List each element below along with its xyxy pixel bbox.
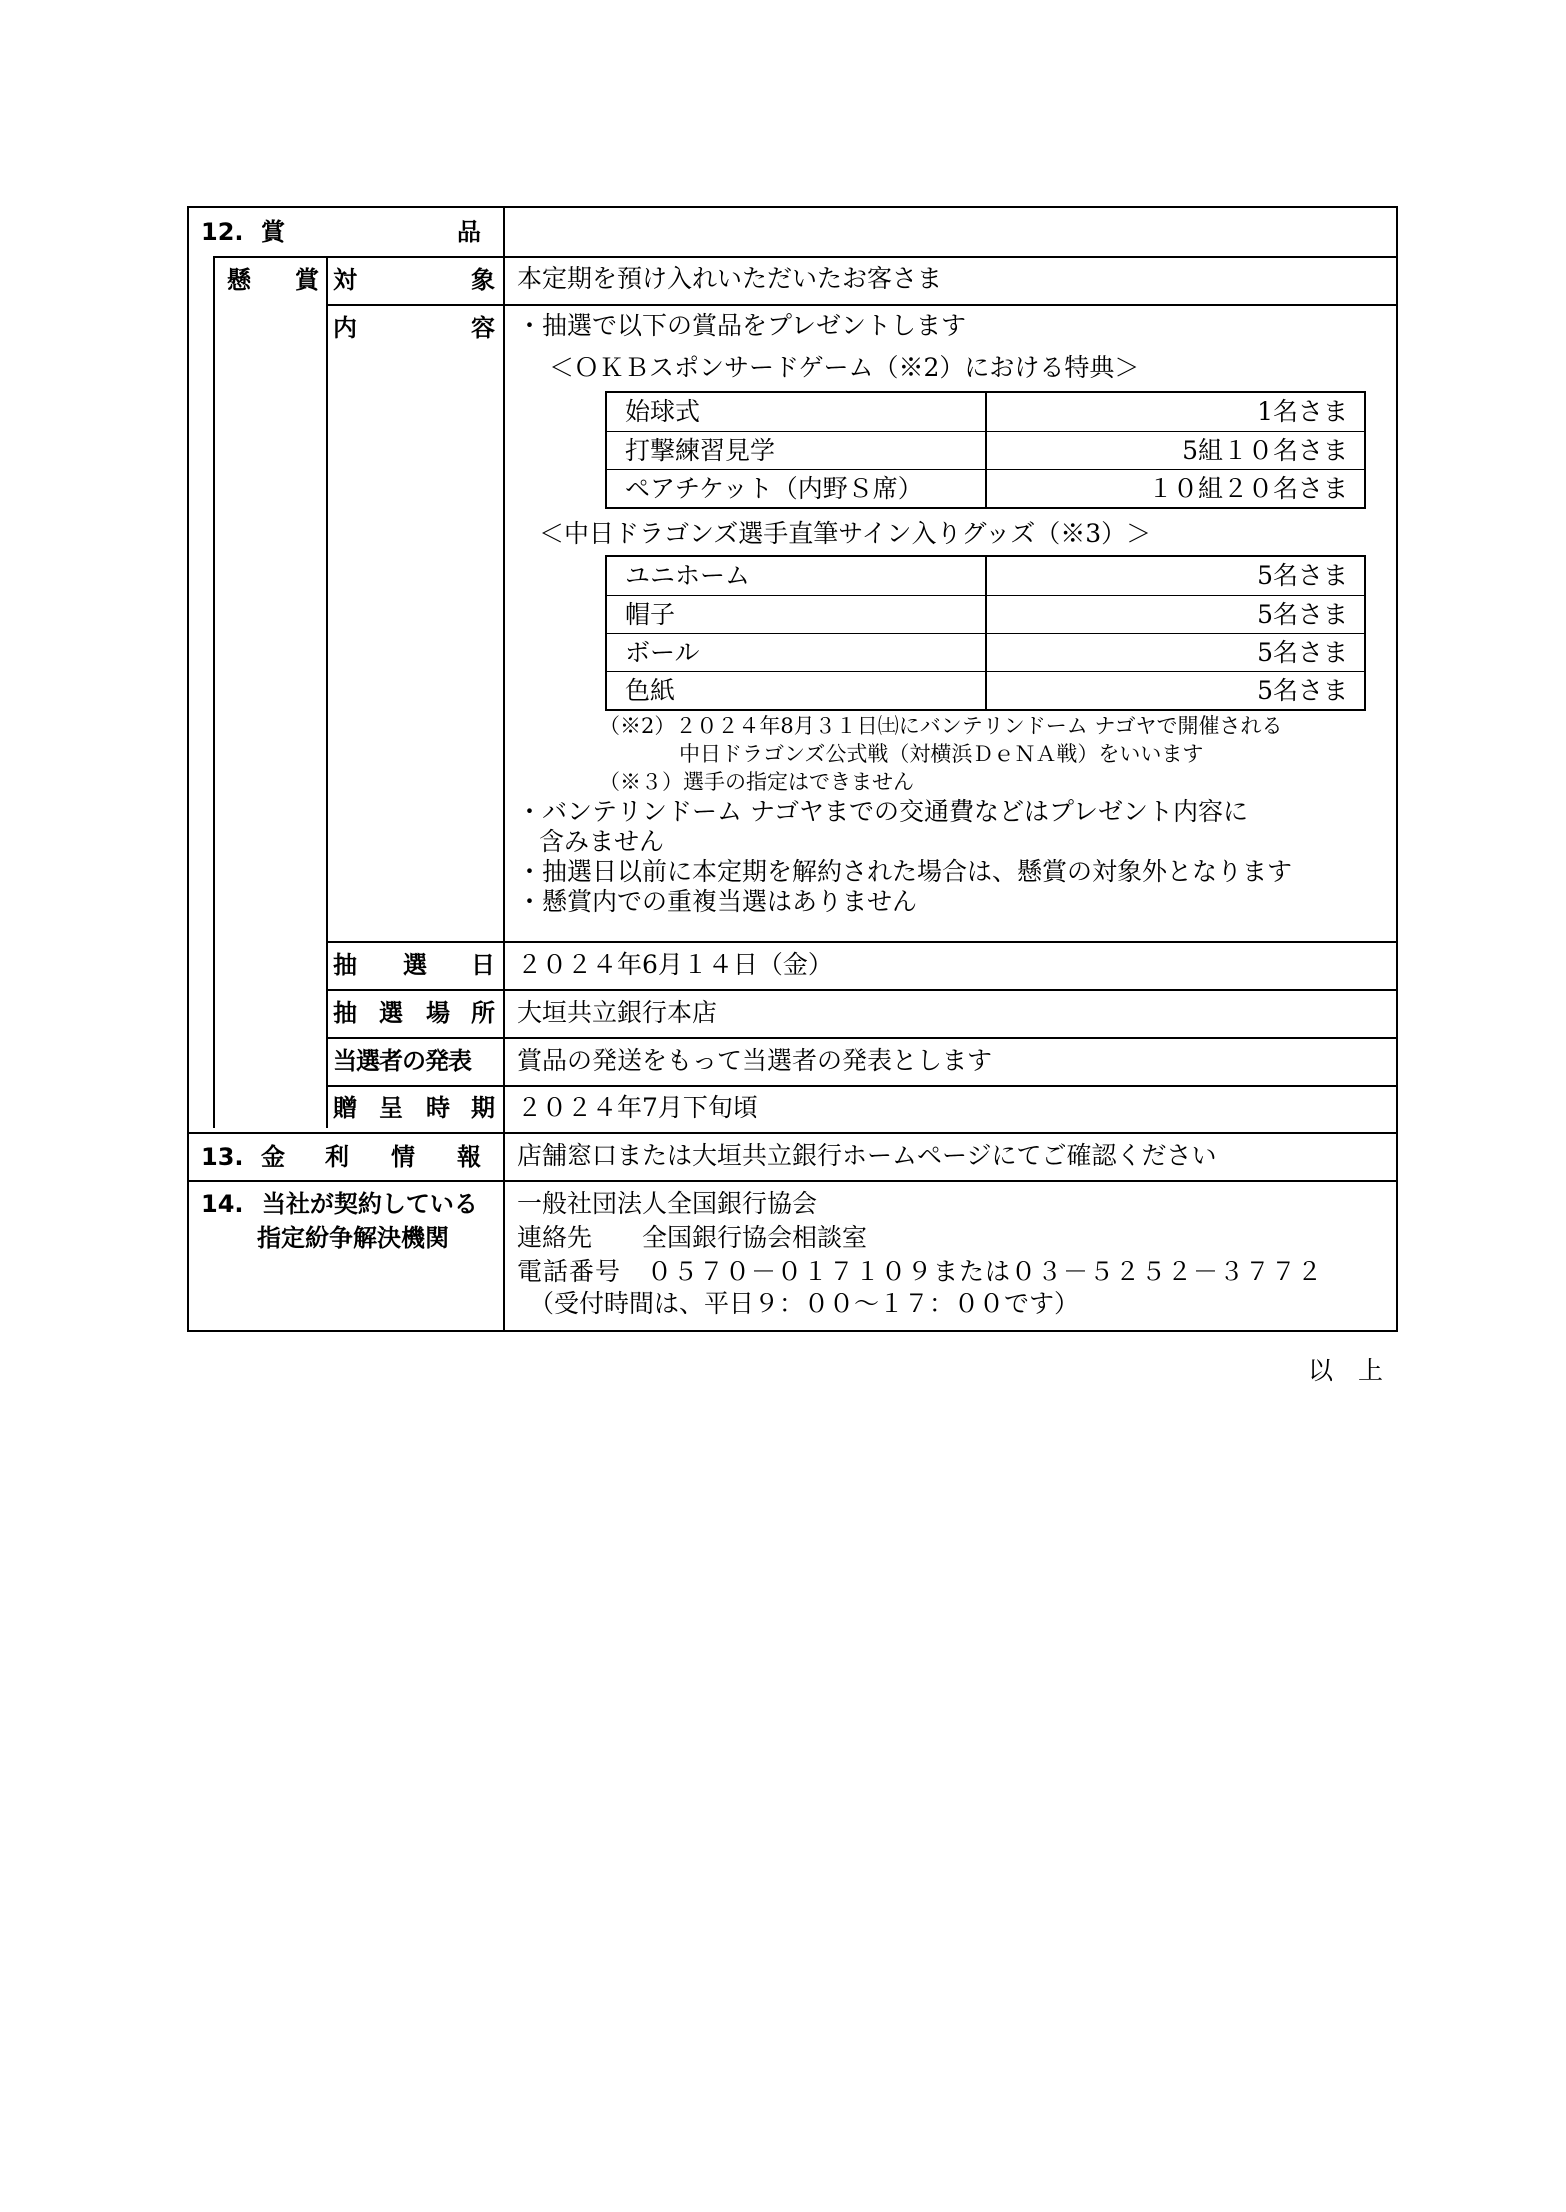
prize-name: 始球式: [625, 397, 701, 426]
draw-place-label-char: 場: [426, 999, 450, 1027]
prize-table-signed-goods: [605, 555, 1366, 711]
sec13-label-char: 金: [261, 1143, 285, 1171]
announce-value: 賞品の発送をもって当選者の発表とします: [517, 1046, 993, 1075]
draw-place-label-char: 所: [471, 999, 495, 1027]
sec12-label: [201, 216, 491, 248]
prize-count: 1名さま: [1257, 397, 1348, 426]
sec14-phone: 電話番号 ０５７０－０１７１０９または０３－５２５２－３７７２: [517, 1257, 1324, 1286]
bullet-cancellation: ・抽選日以前に本定期を解約された場合は、懸賞の対象外となります: [517, 857, 1293, 886]
bullet-travel-costs-cont: 含みません: [539, 827, 665, 856]
announce-label: 当選者の発表: [333, 1047, 471, 1075]
table-row: [607, 393, 1364, 431]
bullet-travel-costs: ・バンテリンドーム ナゴヤまでの交通費などはプレゼント内容に: [517, 797, 1248, 826]
prize-category-char: 賞: [295, 266, 319, 294]
draw-date-label-char: 抽: [333, 951, 357, 979]
gift-time-label-char: 期: [471, 1094, 495, 1122]
sec13-label-char: 情: [391, 1143, 415, 1171]
target-label-char: 象: [471, 266, 495, 294]
sec14-org-name: 一般社団法人全国銀行協会: [517, 1189, 818, 1218]
table-row: [607, 557, 1364, 595]
note-2-line1: （※2）２０２４年8月３１日㈯にバンテリンドーム ナゴヤで開催される: [599, 714, 1283, 738]
draw-date-label-char: 選: [403, 951, 427, 979]
gift-time-label-char: 呈: [379, 1094, 403, 1122]
prize-name: 色紙: [625, 676, 676, 705]
prize-name: ボール: [625, 638, 700, 667]
draw-date-label-char: 日: [471, 951, 495, 979]
sec14-hours: （受付時間は、平日９：００～１７：００です）: [529, 1289, 1080, 1318]
draw-place-value: 大垣共立銀行本店: [517, 998, 718, 1027]
content-intro: ・抽選で以下の賞品をプレゼントします: [517, 311, 967, 340]
prize-count: 5組１０名さま: [1182, 436, 1348, 465]
target-label-char: 対: [333, 266, 357, 294]
prize-name: ユニホーム: [625, 561, 751, 590]
group1-title: ＜ＯＫＢスポンサードゲーム（※2）における特典＞: [549, 353, 1140, 382]
sec13-label: [201, 1141, 491, 1173]
note-2-line2: 中日ドラゴンズ公式戦（対横浜ＤｅＮＡ戦）をいいます: [679, 742, 1204, 766]
prize-count: 5名さま: [1257, 676, 1348, 705]
table-row: [607, 633, 1364, 672]
sec14-label-line2: 指定紛争解決機関: [257, 1224, 449, 1252]
prize-table-sponsored-game: [605, 391, 1366, 509]
sec12-label-char: 賞: [261, 218, 285, 246]
group2-title: ＜中日ドラゴンズ選手直筆サイン入りグッズ（※3）＞: [539, 519, 1152, 548]
draw-date-label: [333, 949, 495, 981]
sec13-number: 13.: [201, 1143, 244, 1171]
draw-place-label-char: 選: [379, 999, 403, 1027]
bullet-no-duplicate: ・懸賞内での重複当選はありません: [517, 887, 918, 916]
sec14-contact: 連絡先 全国銀行協会相談室: [517, 1223, 868, 1252]
prize-count: 5名さま: [1257, 600, 1348, 629]
target-value: 本定期を預け入れいただいたお客さま: [517, 264, 943, 293]
table-row: [607, 595, 1364, 634]
draw-date-value: ２０２４年6月１４日（金）: [517, 950, 833, 979]
prize-name: 打撃練習見学: [625, 436, 776, 465]
table-row: [607, 431, 1364, 470]
sec13-label-char: 報: [457, 1143, 481, 1171]
table-row: [607, 469, 1364, 508]
sec14-label-line1: [201, 1188, 478, 1220]
sec12-number: 12.: [201, 218, 244, 246]
sec14-label-text: 当社が契約している: [261, 1190, 478, 1218]
content-label-char: 容: [471, 314, 495, 342]
sec13-value: 店舗窓口または大垣共立銀行ホームページにてご確認ください: [517, 1141, 1217, 1170]
sec12-label-char: 品: [457, 218, 481, 246]
gift-time-label-char: 贈: [333, 1094, 357, 1122]
prize-name: 帽子: [625, 600, 676, 629]
prize-count: 5名さま: [1257, 638, 1348, 667]
gift-time-label: [333, 1092, 495, 1124]
prize-name: ペアチケット（内野Ｓ席）: [625, 474, 923, 503]
draw-place-label-char: 抽: [333, 999, 357, 1027]
sec14-number: 14.: [201, 1190, 244, 1218]
prize-count: １０組２０名さま: [1147, 474, 1348, 503]
draw-place-label: [333, 997, 495, 1029]
content-label-char: 内: [333, 314, 357, 342]
gift-time-label-char: 時: [426, 1094, 450, 1122]
prize-category-char: 懸: [227, 266, 251, 294]
terms-table: [187, 206, 1398, 1332]
table-row: [607, 671, 1364, 710]
prize-count: 5名さま: [1257, 561, 1348, 590]
gift-time-value: ２０２４年7月下旬頃: [517, 1093, 758, 1122]
closing-text: 以 上: [1308, 1356, 1384, 1385]
sec13-label-char: 利: [325, 1143, 349, 1171]
note-3: （※３）選手の指定はできません: [599, 770, 914, 794]
